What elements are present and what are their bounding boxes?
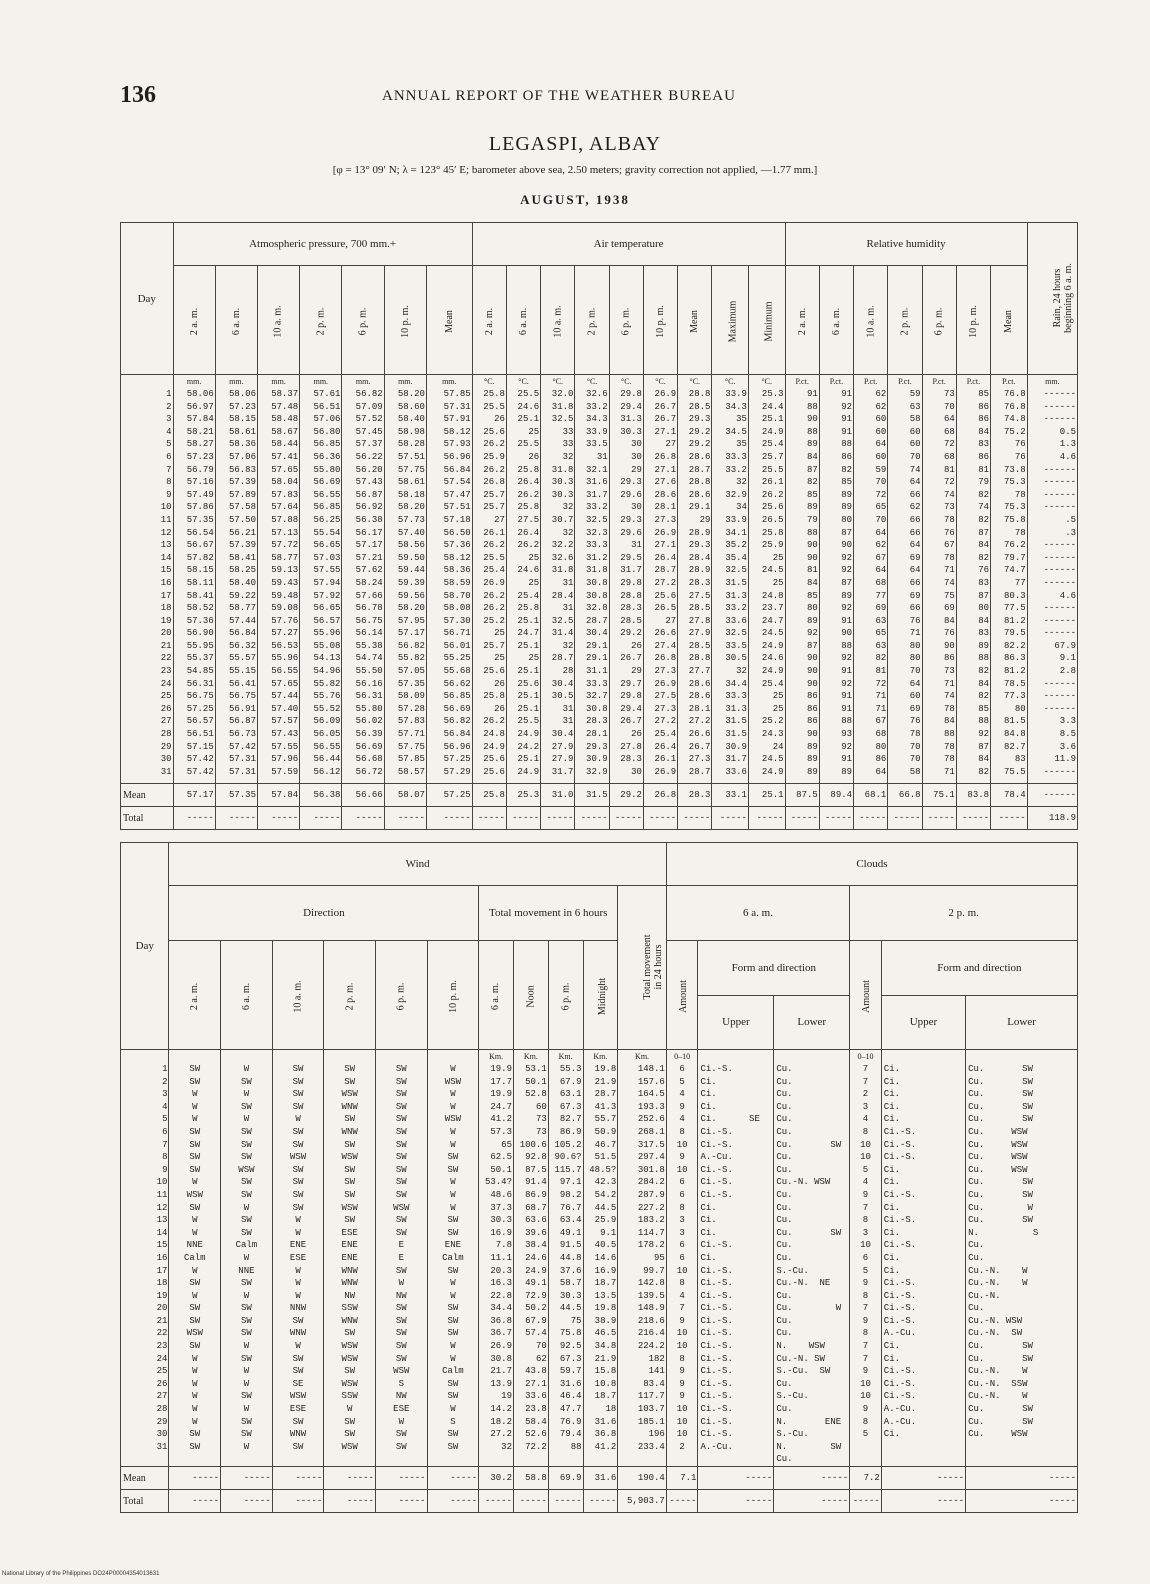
unit-cell: °C. [575,375,609,388]
mean-cell: 57.25 [426,784,472,807]
movement-midnight-column: 19.8 21.9 28.7 41.3 55.7 50.9 46.7 51.5 48.5? 42.3 54.2 44.5 25.9 9.1 40.5 14.6 16.9 18.7 13.5 19.8 38.9 46.5 34.8 21.9 15.8 10.8 18.7 18 31.6 36.8 41.2 [583,1062,618,1467]
mean-row [121,784,1078,807]
cloud-amount-2pm-column: 7 7 2 3 4 8 10 10 5 4 9 7 8 3 10 6 5 9 8 7 9 8 7 7 9 10 10 9 8 5 [850,1062,882,1467]
mean-cell: 31.5 [575,784,609,807]
running-head: ANNUAL REPORT OF THE WEATHER BUREAU [382,88,736,104]
unit-cell: 0–10 [666,1050,698,1063]
mean-cell: 7.1 [666,1467,698,1490]
mean-cell: 58.07 [384,784,426,807]
unit-cell: °C. [506,375,540,388]
col-header: 6 a. m. [479,941,514,1050]
total-cell: ----- [375,1490,427,1513]
wind-dir-2am-column: SW SW W W W SW SW SW SW W WSW SW W W NNE Calm W SW W SW SW WSW SW W W W W W W SW SW [169,1062,221,1467]
total-cell: ----- [698,1490,774,1513]
col-header: 2 a. m. [173,266,215,375]
movement-6pm-column: 55.3 67.9 63.1 67.3 82.7 86.9 105.2 90.6? 115.7 97.1 98.2 76.7 63.4 49.1 91.5 44.8 37.6 58.7 30.3 44.5 75 75.8 92.5 67.3 59.7 31.6 46.4 47.7 76.9 79.4 88 [548,1062,583,1467]
col-header: 2 p. m. [575,266,609,375]
col-header: 10 p. m. [956,266,990,375]
mean-cell: 25.3 [506,784,540,807]
total-cell: ----- [472,807,506,830]
upper-header: Upper [698,995,774,1050]
temp-10am-column: 32.0 31.8 32.5 33 33 32 31.8 30.3 30.3 32 30.7 32 32.2 32.6 31.8 31 28.4 31 32.5 31.4 32 28.7 28 30.4 30.5 31 31 30.4 27.9 27.9 31.7 [541,387,575,784]
total-cell: ----- [215,807,257,830]
pressure-10pm-column: 58.20 58.60 58.40 58.98 58.28 57.51 57.75 58.61 58.18 58.20 57.73 57.40 58.56 59.50 59.44 59.39 59.56 58.20 57.95 57.17 56.82 55.82 57.05 57.35 58.09 57.28 57.83 57.71 57.75 57.85 58.57 [384,387,426,784]
movement-header: Total movement in 6 hours [479,886,618,941]
mean-label: Mean [121,784,174,807]
col-header: Maximum [712,266,749,375]
unit-cell: mm. [1027,375,1077,388]
mean-cell: 57.17 [173,784,215,807]
humidity-6am-column: 91 92 91 91 88 86 82 85 89 89 80 87 90 92 92 87 89 92 91 90 88 92 91 92 91 91 88 93 92 91 89 [819,387,853,784]
total-cell: ----- [427,1490,479,1513]
scan-footer: National Library of the Philippines DO24P00004354013631 [2,1571,160,1577]
total-cell: ----- [169,1490,221,1513]
temp-mean-column: 28.8 28.5 29.3 29.2 29.2 28.6 28.7 28.8 28.6 29.1 29 28.9 29.3 28.4 28.9 28.3 27.5 28.5 27.8 27.9 28.5 28.8 27.7 28.6 28.6 28.1 27.2 26.6 26.7 27.3 28.7 [678,387,712,784]
cloud-lower-6am-column: Cu. Cu. Cu. Cu. Cu. Cu. Cu. SW Cu. Cu. Cu.-N. WSW Cu. Cu. Cu. Cu. SW Cu. Cu. S.-Cu. Cu.-N. NE Cu. Cu. W Cu. Cu. N. WSW Cu.-N. SW S.-Cu. SW Cu. S.-Cu. Cu. N. ENE S.-Cu. N. SW Cu. [774,1062,850,1467]
mean-cell: 78.4 [991,784,1028,807]
total-cell: ----- [854,807,888,830]
wind-dir-6pm-column: SW SW SW SW SW SW SW SW SW SW SW WSW SW SW E E SW W NW SW SW SW SW SW WSW S NW ESE W SW SW [375,1062,427,1467]
col-header: 10 p. m. [384,266,426,375]
cloud-upper-6am-column: Ci.-S. Ci. Ci. Ci. Ci. SE Ci.-S. Ci.-S. A.-Cu. Ci.-S. Ci.-S. Ci.-S. Ci. Ci. Ci. Ci.-S. Ci. Ci.-S. Ci.-S. Ci.-S. Ci.-S. Ci.-S. Ci.-S. Ci.-S. Ci.-S. Ci.-S. Ci.-S. Ci.-S. Ci.-S. Ci.-S. Ci.-S. A.-Cu. [698,1062,774,1467]
col-header: 2 a. m. [169,941,221,1050]
mean-cell: 7.2 [850,1467,882,1490]
lower-header: Lower [774,995,850,1050]
unit-cell [324,1050,376,1063]
humidity-2am-column: 91 88 90 88 89 84 87 82 85 89 79 88 90 90 81 84 85 80 89 92 87 90 90 90 86 86 86 90 89 89 89 [785,387,819,784]
unit-cell [121,1050,169,1063]
upper-header: Upper [881,995,965,1050]
temp-min-column: 25.3 24.4 25.1 24.9 25.4 25.7 25.5 26.1 26.2 25.6 26.5 25.8 25.9 25 24.5 25 24.8 23.7 24.7 24.5 24.9 24.6 24.9 25.4 25 25 25.2 24.3 24 24.5 24.9 [748,387,785,784]
mean-cell: 31.6 [583,1467,618,1490]
unit-cell [966,1050,1078,1063]
mean-cell: ----- [375,1467,427,1490]
unit-cell: mm. [215,375,257,388]
mean-cell: ----- [881,1467,965,1490]
total-cell: ----- [609,807,643,830]
page-number: 136 [120,82,156,108]
pressure-temperature-humidity-table [120,222,1078,830]
unit-cell: Km. [618,1050,667,1063]
station-title: LEGASPI, ALBAY [488,133,662,155]
col-header: 6 p. m. [342,266,384,375]
col-header: 10 a. m. [854,266,888,375]
mean-cell: 66.8 [888,784,922,807]
amount-2pm-header: Amount [850,941,882,1050]
movement-24h-column: 148.1 157.6 164.5 193.3 252.6 268.1 317.5 297.4 301.8 284.2 287.9 227.2 183.2 114.7 178.2 95 99.7 142.8 139.5 148.9 218.6 216.4 224.2 182 141 83.4 117.7 103.7 185.1 196 233.4 [618,1062,667,1467]
unit-cell: Km. [513,1050,548,1063]
total-cell: ----- [748,807,785,830]
lower-header: Lower [966,995,1078,1050]
temp-max-column: 33.9 34.3 35 34.5 35 33.3 33.2 32 32.9 34 33.9 34.1 35.2 35.4 32.5 31.5 31.3 33.2 33.6 32.5 33.5 30.5 32 34.4 33.3 31.3 31.5 31.5 30.9 31.7 33.6 [712,387,749,784]
mean-cell: 83.8 [956,784,990,807]
mean-cell: 56.66 [342,784,384,807]
amount-6am-header: Amount [666,941,698,1050]
total-cell: ----- [575,807,609,830]
movement-noon-column: 53.1 50.1 52.8 60 73 73 100.6 92.8 87.5 91.4 86.9 68.7 63.6 39.6 38.4 24.6 24.9 49.1 72.9 50.2 67.9 57.4 70 62 43.8 27.1 33.6 23.8 58.4 52.6 72.2 [513,1062,548,1467]
unit-cell [698,1050,774,1063]
total-cell: ----- [888,807,922,830]
temp-6am-column: 25.5 24.6 25.1 25 25.5 26 25.8 26.4 26.2 25.8 27.5 26.4 26.2 25 24.6 25 25.4 25.8 25.1 24.7 25.1 25 25.1 25.6 25.1 25.1 25.5 24.9 24.2 25.1 24.9 [506,387,540,784]
mean-cell: 33.1 [712,784,749,807]
total-cell: ----- [506,807,540,830]
unit-cell: P.ct. [785,375,819,388]
wind-dir-2pm-column: SW SW WSW WNW SW WNW SW WSW SW SW SW WSW SW ESE ENE ENE WNW WNW NW SSW WNW SW WSW WSW SW WSW SSW W SW SW WSW [324,1062,376,1467]
mean-cell: ----- [272,1467,324,1490]
temp-2pm-column: 32.6 33.2 34.3 33.9 33.5 31 32.1 31.6 31.7 33.2 32.5 32.3 33.3 31.2 31.8 30.8 30.8 32.8 28.7 30.4 29.1 29.1 31.1 33.3 32.7 30.8 28.3 28.1 29.3 30.9 32.9 [575,387,609,784]
unit-cell [427,1050,479,1063]
col-header: 6 a. m. [215,266,257,375]
wind-clouds-table [120,842,1078,1513]
col-header: Midnight [583,941,618,1050]
station-coordinates: [φ = 13° 09′ N; λ = 123° 45′ E; barometer above sea, 2.50 meters; gravity correction not applied, —1.77 mm.] [332,164,818,176]
mean-cell: ----- [698,1467,774,1490]
mean-cell: 25.1 [748,784,785,807]
mean-cell: 30.2 [479,1467,514,1490]
col-header: Noon [513,941,548,1050]
clouds-2pm-header: 2 p. m. [850,886,1078,941]
total-cell: ----- [922,807,956,830]
rain-column: ------ ------ ------ 0.5 1.3 4.6 ------ ------ ------ ------ .5 .3 ------ ------ ------ ------ 4.6 ------ ------ ------ 67.9 9.1 2.8 ------ ------ ------ 3.3 8.5 3.6 11.9 ------ [1027,387,1077,784]
total-cell: ----- [666,1490,698,1513]
wind-dir-10am-column: SW SW SW SW W SW SW WSW SW SW SW SW W W ENE ESE W W W NNW SW WNW W SW SW SE WSW ESE SW WNW SW [272,1062,324,1467]
total-cell: ----- [221,1490,273,1513]
day-column: 1 2 3 4 5 6 7 8 9 10 11 12 13 14 15 16 17 18 19 20 21 22 23 24 25 26 27 28 29 30 31 [121,387,174,784]
pressure-2am-column: 58.06 56.97 57.84 58.21 58.27 57.23 56.79 57.16 57.49 57.86 57.35 56.54 56.67 57.82 58.15 58.11 58.41 58.52 57.36 56.90 55.95 55.37 54.85 56.31 56.75 57.25 56.57 56.51 57.15 57.42 57.42 [173,387,215,784]
total-rain: 118.9 [1027,807,1077,830]
mean-cell: 69.9 [548,1467,583,1490]
mean-cell: 31.0 [541,784,575,807]
col-header: 2 a. m. [472,266,506,375]
total-cell: ----- [583,1490,618,1513]
mean-cell: 56.38 [300,784,342,807]
humidity-10am-column: 62 62 60 60 64 60 59 70 72 65 70 64 62 67 64 68 77 69 63 65 63 82 81 72 71 71 67 68 80 86 64 [854,387,888,784]
unit-cell: mm. [257,375,299,388]
total-cell: ----- [850,1490,882,1513]
month-title: AUGUST, 1938 [520,192,630,207]
wind-dir-6am-column: W SW W SW W SW SW SW WSW SW SW W SW SW Calm W NNE SW W SW SW SW W SW W W SW W SW SW W [221,1062,273,1467]
movement-6am-column: 19.9 17.7 19.9 24.7 41.2 57.3 65 62.5 50.1 53.4? 48.6 37.3 30.3 16.9 7.8 11.1 20.3 16.3 22.8 34.4 36.8 36.7 26.9 30.8 21.7 13.9 19 14.2 18.2 27.2 32 [479,1062,514,1467]
unit-cell: Km. [583,1050,618,1063]
unit-cell: P.ct. [922,375,956,388]
temperature-group-header: Air temperature [472,223,785,266]
unit-cell [121,375,174,388]
total-movement: 5,903.7 [618,1490,667,1513]
unit-cell: P.ct. [854,375,888,388]
unit-cell: °C. [748,375,785,388]
mean-label: Mean [121,1467,169,1490]
pressure-10am-column: 58.37 57.48 58.48 58.67 58.44 57.41 57.65 58.04 57.83 57.64 57.88 57.13 57.72 58.77 59.13 59.43 59.48 59.08 57.76 57.27 56.53 55.96 56.55 57.65 57.44 57.40 57.57 57.43 57.55 57.96 57.59 [257,387,299,784]
rain-header: Rain, 24 hours beginning 6 a. m. [1027,223,1077,375]
mean-cell: 57.84 [257,784,299,807]
unit-cell: °C. [678,375,712,388]
unit-cell [272,1050,324,1063]
total-cell: ----- [541,807,575,830]
total-cell: ----- [324,1490,376,1513]
unit-cell: mm. [342,375,384,388]
mean-cell: ----- [427,1467,479,1490]
day-header: Day [121,223,174,375]
col-header: 2 p. m. [324,941,376,1050]
total-cell: ----- [272,1490,324,1513]
cloud-amount-6am-column: 6 5 4 9 4 8 10 9 10 6 6 8 3 3 6 6 10 8 4 7 9 10 10 8 9 9 9 10 10 10 2 [666,1062,698,1467]
col-header: Mean [426,266,472,375]
unit-cell: mm. [173,375,215,388]
total-cell: ----- [300,807,342,830]
unit-cell: P.ct. [819,375,853,388]
clouds-6am-header: 6 a. m. [666,886,849,941]
total-label: Total [121,1490,169,1513]
total-row [121,1490,1078,1513]
mean-cell: 89.4 [819,784,853,807]
temp-6pm-column: 29.8 29.4 31.3 30.3 30 30 29 29.3 29.6 30 29.3 29.6 31 29.5 31.7 29.8 28.8 28.3 28.5 29.2 26 26.7 29 29.7 29.8 29.4 26.7 26 27.8 28.3 30 [609,387,643,784]
mean-cell: ------ [1027,784,1077,807]
mean-cell: ----- [221,1467,273,1490]
col-header: 10 p. m. [427,941,479,1050]
unit-cell: P.ct. [888,375,922,388]
total-row [121,807,1078,830]
mean-cell: 28.3 [678,784,712,807]
unit-cell: °C. [472,375,506,388]
col-header: 6 a. m. [506,266,540,375]
pressure-6pm-column: 56.82 57.09 57.52 57.45 57.37 56.22 56.20 57.43 56.87 56.92 56.38 56.17 57.17 57.21 57.62 58.24 57.66 56.78 56.75 56.14 55.38 54.74 55.50 56.16 56.31 55.80 56.02 56.39 56.69 56.68 56.72 [342,387,384,784]
total-cell: ----- [548,1490,583,1513]
unit-cell [774,1050,850,1063]
total-cell: ----- [678,807,712,830]
mean-cell: 190.4 [618,1467,667,1490]
day-column: 1 2 3 4 5 6 7 8 9 10 11 12 13 14 15 16 17 18 19 20 21 22 23 24 25 26 27 28 29 30 31 [121,1062,169,1467]
unit-cell: mm. [426,375,472,388]
col-header: 6 p. m. [922,266,956,375]
pressure-mean-column: 57.85 57.31 57.91 58.12 57.93 56.96 56.84 57.54 57.47 57.51 57.18 56.50 57.36 58.12 58.36 58.59 58.70 58.08 57.30 56.71 56.01 55.25 55.68 56.62 56.85 56.69 56.82 56.84 56.96 57.25 57.29 [426,387,472,784]
unit-cell: P.ct. [956,375,990,388]
total-cell: ----- [956,807,990,830]
wind-group-header: Wind [169,843,666,886]
pressure-2pm-column: 57.61 56.51 57.06 56.80 56.85 56.36 55.80 56.69 56.55 56.85 56.25 55.54 56.65 57.03 57.55 57.94 57.92 56.65 56.57 55.96 55.08 54.13 54.96 55.82 55.76 55.52 56.09 56.05 56.55 56.44 56.12 [300,387,342,784]
unit-cell [375,1050,427,1063]
total-cell: ----- [819,807,853,830]
mean-cell: 75.1 [922,784,956,807]
clouds-group-header: Clouds [666,843,1077,886]
unit-cell: °C. [541,375,575,388]
total-cell: ----- [881,1490,965,1513]
unit-cell [881,1050,965,1063]
wind-dir-10pm-column: W WSW W W WSW W W SW SW W W W SW SW ENE Calm SW W W SW SW SW W W Calm SW SW W S SW SW [427,1062,479,1467]
col-header: 2 p. m. [300,266,342,375]
total-cell: ----- [991,807,1028,830]
form-direction-6am-header: Form and direction [698,941,850,996]
total-movement-header: Total movement in 24 hours [618,886,667,1050]
day-header: Day [121,843,169,1050]
mean-cell: 26.8 [643,784,677,807]
direction-header: Direction [169,886,479,941]
mean-cell: ----- [169,1467,221,1490]
col-header: 10 a. m. [272,941,324,1050]
mean-cell: 58.8 [513,1467,548,1490]
col-header: 6 a. m. [819,266,853,375]
col-header: 10 a. m. [541,266,575,375]
col-header: Mean [678,266,712,375]
total-label: Total [121,807,174,830]
mean-cell: ----- [324,1467,376,1490]
total-cell: ----- [257,807,299,830]
col-header: 6 a. m. [221,941,273,1050]
col-header: 10 a. m. [257,266,299,375]
unit-cell: Km. [548,1050,583,1063]
humidity-group-header: Relative humidity [785,223,1027,266]
form-direction-2pm-header: Form and direction [881,941,1077,996]
total-cell: ----- [173,807,215,830]
humidity-2pm-column: 59 63 58 60 60 70 74 64 66 62 66 66 64 69 64 66 69 66 76 71 80 80 70 64 60 69 76 78 70 70 58 [888,387,922,784]
unit-cell: mm. [384,375,426,388]
unit-cell: °C. [712,375,749,388]
temp-2am-column: 25.8 25.5 26 25.6 26.2 25.9 26.2 26.8 25.7 25.7 27 26.1 26.2 25.5 25.4 26.9 26.2 26.2 25.2 25 25.7 25 25.6 26 25.8 26 26.2 24.8 24.9 25.6 25.6 [472,387,506,784]
humidity-6pm-column: 73 70 64 68 72 68 81 72 74 73 78 76 67 78 71 74 75 69 84 76 90 86 73 71 74 78 84 88 78 78 71 [922,387,956,784]
mean-cell: 29.2 [609,784,643,807]
mean-row [121,1467,1078,1490]
col-header: 6 p. m. [375,941,427,1050]
unit-cell: P.ct. [991,375,1028,388]
total-cell: ----- [342,807,384,830]
cloud-lower-2pm-column: Cu. SW Cu. SW Cu. SW Cu. SW Cu. SW Cu. WSW Cu. WSW Cu. WSW Cu. WSW Cu. SW Cu. SW Cu. W Cu. SW N. S Cu. Cu. Cu.-N. W Cu.-N. W Cu.-N. Cu. Cu.-N. WSW Cu.-N. SW Cu. SW Cu. SW Cu.-N. W Cu.-N. SSW Cu.-N. W Cu. SW Cu. SW Cu. WSW [966,1062,1078,1467]
mean-cell: ----- [966,1467,1078,1490]
col-header: 2 a. m. [785,266,819,375]
col-header: 6 p. m. [609,266,643,375]
pressure-6am-column: 58.06 57.23 58.15 58.61 58.36 57.06 56.83 57.39 57.89 57.58 57.50 56.21 57.39 58.41 58.25 58.40 59.22 58.77 57.44 56.84 56.32 55.57 55.15 56.41 56.75 56.91 56.87 56.73 57.42 57.31 57.31 [215,387,257,784]
mean-cell: 68.1 [854,784,888,807]
unit-cell: mm. [300,375,342,388]
total-cell: ----- [785,807,819,830]
col-header: 2 p. m. [888,266,922,375]
total-cell: ----- [479,1490,514,1513]
cloud-upper-2pm-column: Ci. Ci. Ci. Ci. Ci. Ci.-S. Ci.-S. Ci.-S. Ci. Ci. Ci.-S. Ci. Ci.-S. Ci. Ci.-S. Ci. Ci. Ci.-S. Ci.-S. Ci.-S. Ci.-S. A.-Cu. Ci. Ci. Ci.-S. Ci.-S. Ci.-S. A.-Cu. A.-Cu. Ci. [881,1062,965,1467]
total-cell: ----- [384,807,426,830]
col-header: 6 p. m. [548,941,583,1050]
total-cell: ----- [712,807,749,830]
mean-cell: 57.35 [215,784,257,807]
total-cell: ----- [643,807,677,830]
unit-cell: 0–10 [850,1050,882,1063]
total-cell: ----- [774,1490,850,1513]
unit-cell [221,1050,273,1063]
unit-cell: Km. [479,1050,514,1063]
unit-cell: °C. [609,375,643,388]
mean-cell: 25.8 [472,784,506,807]
unit-cell: °C. [643,375,677,388]
col-header: Minimum [748,266,785,375]
humidity-mean-column: 76.8 76.8 74.8 75.2 76 76 73.8 75.3 78 75.3 75.8 78 76.2 79.7 74.7 77 80.3 77.5 81.2 79.5 82.2 86.3 81.2 78.5 77.3 80 81.5 84.8 82.7 83 75.5 [991,387,1028,784]
pressure-group-header: Atmospheric pressure, 700 mm.+ [173,223,472,266]
humidity-10pm-column: 85 86 86 84 83 86 81 79 82 74 82 87 84 82 76 83 87 80 84 83 89 88 82 84 82 85 88 92 87 84 82 [956,387,990,784]
mean-cell: 87.5 [785,784,819,807]
temp-10pm-column: 26.9 26.7 26.7 27.1 27 26.8 27.1 27.6 28.6 28.1 27.3 26.9 27.1 26.4 28.7 27.2 25.6 26.5 27 26.6 27.4 26.8 27.3 26.9 27.5 27.3 27.2 25.4 26.4 26.1 26.9 [643,387,677,784]
col-header: 10 p. m. [643,266,677,375]
total-cell: ----- [513,1490,548,1513]
unit-cell [169,1050,221,1063]
total-cell: ----- [426,807,472,830]
total-cell: ----- [966,1490,1078,1513]
mean-cell: ----- [774,1467,850,1490]
col-header: Mean [991,266,1028,375]
